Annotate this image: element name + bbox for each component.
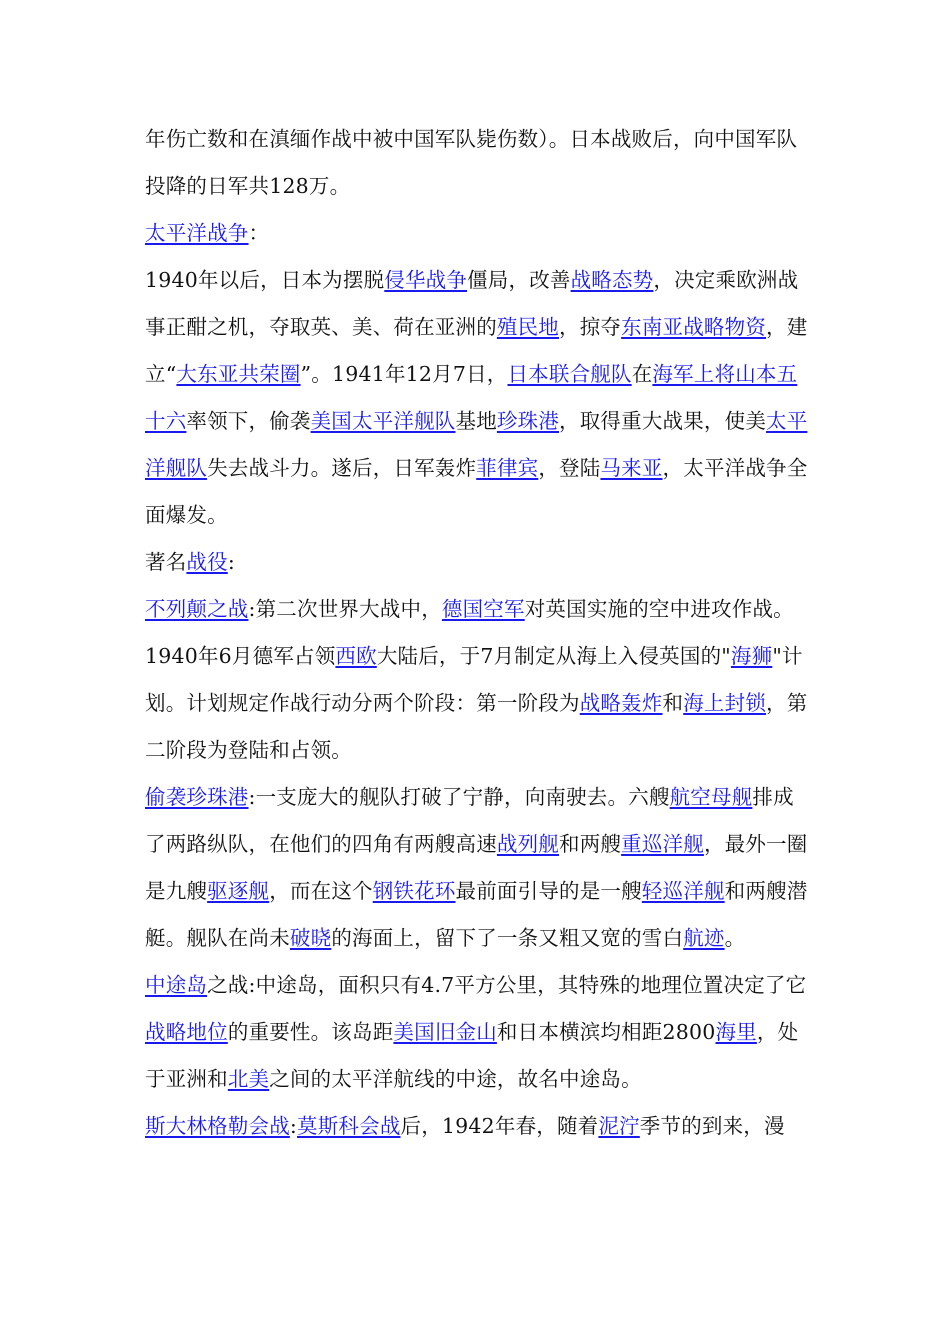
hyperlink[interactable]: 战略地位 (145, 1020, 228, 1044)
hyperlink[interactable]: 日本联合舰队 (507, 362, 632, 386)
text-run: "计划。计划规定作战行动分两个阶段：第一阶段为 (145, 644, 803, 715)
paragraph (145, 116, 813, 210)
text-run: 和两艘 (559, 832, 622, 856)
text-run: :第二次世界大战中， (248, 597, 442, 621)
hyperlink[interactable]: 海狮 (730, 644, 773, 668)
hyperlink[interactable]: 战役 (186, 550, 228, 574)
text-run: 后，1942年春，随着 (400, 1114, 599, 1138)
paragraph (145, 257, 813, 539)
hyperlink[interactable]: 战略态势 (570, 268, 654, 292)
hyperlink[interactable]: 西欧 (335, 644, 377, 668)
text-run: ，第二阶段为登陆和占领。 (145, 691, 808, 762)
text-run: 之间的太平洋航线的中途，故名中途岛。 (269, 1067, 642, 1091)
hyperlink[interactable]: 东南亚战略物资 (621, 315, 767, 339)
hyperlink[interactable]: 菲律宾 (476, 456, 539, 480)
text-run: ，取得重大战果，使美 (559, 409, 767, 433)
hyperlink[interactable]: 中途岛 (145, 973, 208, 997)
paragraph (145, 210, 813, 257)
text-run: 失去战斗力。遂后，日军轰炸 (207, 456, 477, 480)
text-run: ，掠夺 (559, 315, 622, 339)
hyperlink[interactable]: 太平洋舰队 (145, 409, 808, 480)
text-run: 季节的到来，漫 (639, 1114, 785, 1138)
text-run: ，决定乘欧洲战事正酣之机，夺取英、美、荷在亚洲的 (145, 268, 799, 339)
text-run: 基地 (455, 409, 497, 433)
paragraph (145, 1103, 813, 1150)
paragraph (145, 539, 813, 586)
text-run: ，处于亚洲和 (145, 1020, 799, 1091)
hyperlink[interactable]: 航迹 (683, 926, 725, 950)
hyperlink[interactable]: 大东亚共荣圈 (176, 362, 301, 386)
text-run: 和日本横滨均相距2800 (496, 1020, 716, 1044)
hyperlink[interactable]: 偷袭珍珠港 (145, 785, 249, 809)
hyperlink[interactable]: 太平洋战争 (145, 221, 249, 245)
text-run: 和两艘潜艇。舰队在尚未 (145, 879, 808, 950)
hyperlink[interactable]: 战列舰 (496, 832, 560, 856)
text-run: 率领下，偷袭 (186, 409, 311, 433)
hyperlink[interactable]: 重巡洋舰 (621, 832, 704, 856)
text-run: ： (248, 221, 270, 245)
hyperlink[interactable]: 美国太平洋舰队 (310, 409, 456, 433)
text-run: 和 (662, 691, 684, 715)
hyperlink[interactable]: 海上封锁 (683, 691, 767, 715)
paragraph (145, 774, 813, 962)
text-run: ，登陆 (538, 456, 601, 480)
hyperlink[interactable]: 斯大林格勒会战 (145, 1114, 290, 1138)
hyperlink[interactable]: 不列颠之战 (145, 597, 249, 621)
hyperlink[interactable]: 莫斯科会战 (297, 1114, 401, 1138)
hyperlink[interactable]: 驱逐舰 (207, 879, 270, 903)
hyperlink[interactable]: 海军上将山本五十六 (145, 362, 798, 433)
text-run: 在 (631, 362, 653, 386)
text-run: : (227, 550, 235, 574)
text-run: 年伤亡数和在滇缅作战中被中国军队毙伤数）。日本战败后，向中国军队投降的日军共128万。 (145, 127, 798, 198)
text-run: 排成了两路纵队，在他们的四角有两艘高速 (145, 785, 794, 856)
text-run: 最前面引导的是一艘 (455, 879, 642, 903)
hyperlink[interactable]: 珍珠港 (496, 409, 560, 433)
text-run: 。 (724, 926, 746, 950)
text-run: : (289, 1114, 298, 1138)
text-run: 对英国实施的空中进攻作战。1940年6月德军占领 (145, 597, 794, 668)
hyperlink[interactable]: 海里 (715, 1020, 757, 1044)
paragraph (145, 962, 813, 1103)
text-run: ”。1941年12月7日， (300, 362, 508, 386)
hyperlink[interactable]: 钢铁花环 (372, 879, 456, 903)
text-run: 僵局，改善 (467, 268, 571, 292)
hyperlink[interactable]: 战略轰炸 (579, 691, 663, 715)
text-run: 的海面上，留下了一条又粗又宽的雪白 (331, 926, 684, 950)
text-run: ，太平洋战争全面爆发。 (145, 456, 808, 527)
text-run: 之战:中途岛，面积只有4.7平方公里，其特殊的地理位置决定了它 (207, 973, 807, 997)
hyperlink[interactable]: 殖民地 (496, 315, 560, 339)
text-run: ，建立“ (145, 315, 808, 386)
hyperlink[interactable]: 北美 (227, 1067, 270, 1091)
hyperlink[interactable]: 破晓 (289, 926, 332, 950)
hyperlink[interactable]: 泥泞 (598, 1114, 640, 1138)
hyperlink[interactable]: 轻巡洋舰 (641, 879, 725, 903)
text-run: 的重要性。该岛距 (227, 1020, 394, 1044)
text-run: 大陆后，于7月制定从海上入侵英国的" (376, 644, 731, 668)
hyperlink[interactable]: 马来亚 (600, 456, 663, 480)
document-body (145, 116, 813, 1150)
hyperlink[interactable]: 美国旧金山 (393, 1020, 497, 1044)
text-run: 1940年以后，日本为摆脱 (145, 268, 385, 292)
hyperlink[interactable]: 德国空军 (441, 597, 525, 621)
text-run: ，最外一圈是九艘 (145, 832, 808, 903)
text-run: :一支庞大的舰队打破了宁静，向南驶去。六艘 (248, 785, 670, 809)
paragraph (145, 586, 813, 774)
hyperlink[interactable]: 侵华战争 (384, 268, 468, 292)
text-run: 著名 (145, 550, 187, 574)
text-run: ，而在这个 (269, 879, 373, 903)
hyperlink[interactable]: 航空母舰 (669, 785, 753, 809)
